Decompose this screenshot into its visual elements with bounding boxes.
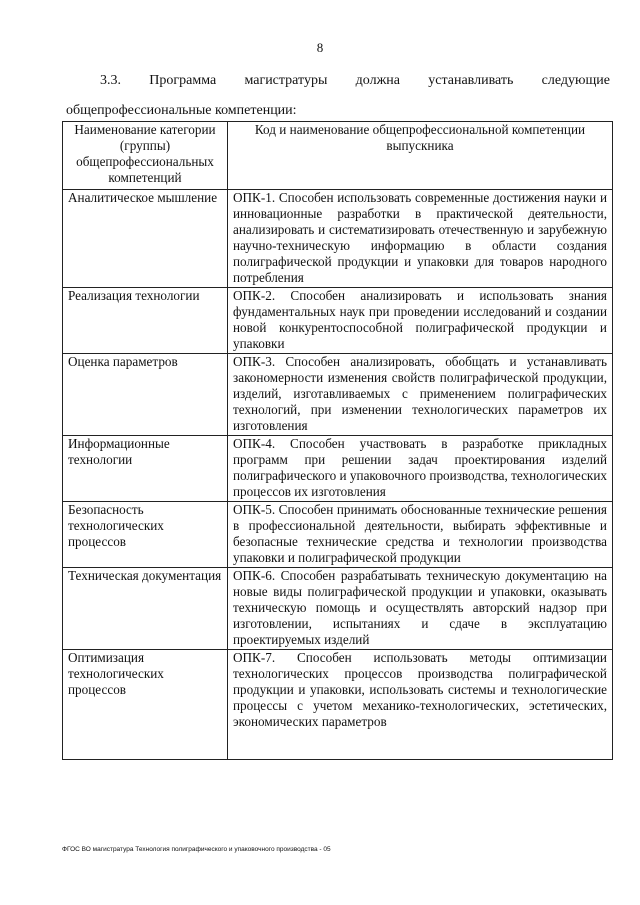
description-cell: ОПК-5. Способен принимать обоснованные технические решения в профессиональной деятельности, выбирать эффективные и безопасные технические средства и технологии производства упаковки и полиграфической продукции: [228, 502, 613, 568]
document-footer: ФГОС ВО магистратура Технология полиграфического и упаковочного производства - 05: [62, 846, 331, 853]
description-cell: ОПК-2. Способен анализировать и использовать знания фундаментальных наук при проведении исследований и создании новой конкурентоспособной полиграфической продукции и упаковки: [228, 288, 613, 354]
intro-word: должна: [355, 73, 400, 88]
intro-line-2: общепрофессиональные компетенции:: [66, 103, 297, 118]
header-code: Код и наименование общепрофессиональной компетенции выпускника: [228, 122, 613, 190]
intro-paragraph: [66, 66, 610, 126]
description-cell: ОПК-6. Способен разрабатывать техническую документацию на новые виды полиграфической продукции и упаковки, оказывать техническую помощь и осуществлять авторский надзор при изготовлении, испытаниях и сдаче в эксплуатацию проектируемых изделий: [228, 568, 613, 650]
intro-line-1: [66, 66, 610, 96]
intro-word: 3.3.: [100, 73, 121, 88]
table-row: [63, 568, 613, 650]
table-row: [63, 288, 613, 354]
table-header-row: [63, 122, 613, 190]
table-row: [63, 354, 613, 436]
intro-word: следующие: [541, 73, 610, 88]
category-cell: Аналитическое мышление: [63, 190, 228, 288]
table-row: [63, 436, 613, 502]
table-row: [63, 502, 613, 568]
category-cell: Информационные технологии: [63, 436, 228, 502]
table-row: [63, 190, 613, 288]
category-cell: Реализация технологии: [63, 288, 228, 354]
competencies-table: [62, 121, 613, 760]
description-cell: ОПК-4. Способен участвовать в разработке прикладных программ при решении задач проектирования изделий полиграфического и упаковочного производства, технологических процессов их изготовления: [228, 436, 613, 502]
category-cell: Оптимизация технологических процессов: [63, 650, 228, 760]
category-cell: Безопасность технологических процессов: [63, 502, 228, 568]
description-cell: ОПК-1. Способен использовать современные достижения науки и инновационные разработки в практической деятельности, анализировать и систематизировать отечественную и зарубежную научно-техническую информацию в области создания полиграфической продукции и упаковки для товаров народного потребления: [228, 190, 613, 288]
category-cell: Техническая документация: [63, 568, 228, 650]
header-category: Наименование категории (группы) общепрофессиональных компетенций: [63, 122, 228, 190]
description-cell: ОПК-3. Способен анализировать, обобщать и устанавливать закономерности изменения свойств полиграфической продукции, изделий, изготавливаемых с применением полиграфических технологий, при изменении технологических параметров их изготовления: [228, 354, 613, 436]
description-cell: ОПК-7. Способен использовать методы оптимизации технологических процессов производства полиграфической продукции и упаковки, использовать системы и технологические процессы с учетом механико-технологических, эстетических, экономических параметров: [228, 650, 613, 760]
intro-word: магистратуры: [244, 73, 328, 88]
intro-word: Программа: [149, 73, 217, 88]
intro-word: устанавливать: [428, 73, 514, 88]
category-cell: Оценка параметров: [63, 354, 228, 436]
page-number: 8: [316, 40, 324, 55]
table-row: [63, 650, 613, 760]
